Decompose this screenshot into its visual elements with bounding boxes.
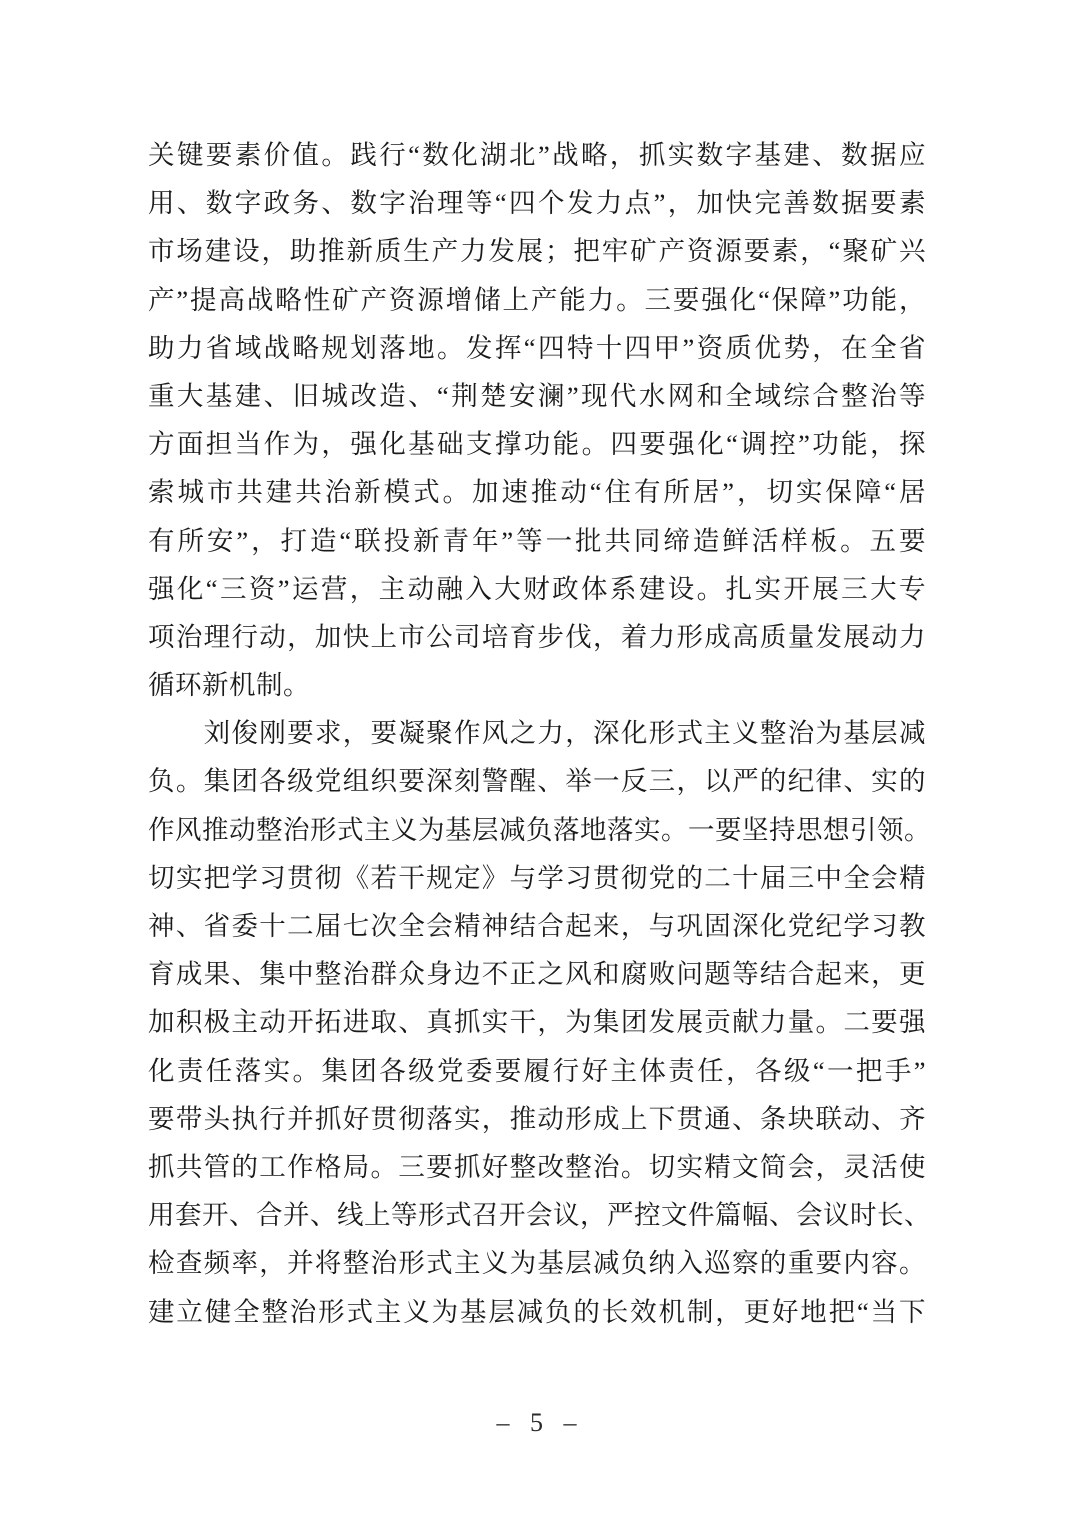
text-line: 用套开、合并、线上等形式召开会议，严控文件篇幅、会议时长、 — [148, 1200, 931, 1231]
text-line: 索城市共建共治新模式。加速推动“住有所居”，切实保障“居 — [148, 477, 926, 508]
paragraph — [148, 709, 931, 1335]
text-line: 强化“三资”运营，主动融入大财政体系建设。扎实开展三大专 — [148, 573, 926, 604]
text-line: 育成果、集中整治群众身边不正之风和腐败问题等结合起来，更 — [148, 959, 926, 990]
paragraph — [148, 131, 926, 709]
text-line: 有所安”，打造“联投新青年”等一批共同缔造鲜活样板。五要 — [148, 525, 926, 556]
text-line: 负。集团各级党组织要深刻警醒、举一反三，以严的纪律、实的 — [148, 766, 926, 797]
text-line: 切实把学习贯彻《若干规定》与学习贯彻党的二十届三中全会精 — [148, 862, 926, 893]
text-line: 要带头执行并抓好贯彻落实，推动形成上下贯通、条块联动、齐 — [148, 1103, 926, 1134]
text-line: 神、省委十二届七次全会精神结合起来，与巩固深化党纪学习教 — [148, 911, 926, 941]
text-line: 市场建设，助推新质生产力发展；把牢矿产资源要素，“聚矿兴 — [148, 236, 926, 267]
text-line: 用、数字政务、数字治理等“四个发力点”，加快完善数据要素 — [148, 188, 926, 219]
text-line: 检查频率，并将整治形式主义为基层减负纳入巡察的重要内容。 — [148, 1248, 926, 1279]
text-line: 重大基建、旧城改造、“荆楚安澜”现代水网和全域综合整治等 — [148, 380, 926, 411]
document-body — [148, 131, 931, 1336]
page-number: – 5 – — [496, 1408, 578, 1437]
text-line: 产”提高战略性矿产资源增储上产能力。三要强化“保障”功能， — [148, 284, 926, 315]
text-line: 抓共管的工作格局。三要抓好整改整治。切实精文简会，灵活使 — [148, 1151, 926, 1182]
text-line: 项治理行动，加快上市公司培育步伐，着力形成高质量发展动力 — [148, 621, 926, 652]
text-line: 循环新机制。 — [148, 670, 310, 701]
text-line: 刘俊刚要求，要凝聚作风之力，深化形式主义整治为基层减 — [148, 718, 926, 749]
text-line: 关键要素价值。践行“数化湖北”战略，抓实数字基建、数据应 — [148, 140, 926, 170]
text-line: 方面担当作为，强化基础支撑功能。四要强化“调控”功能，探 — [148, 429, 926, 460]
text-line: 加积极主动开拓进取、真抓实干，为集团发展贡献力量。二要强 — [148, 1007, 926, 1038]
text-line: 助力省域战略规划落地。发挥“四特十四甲”资质优势，在全省 — [148, 332, 926, 363]
text-line: 化责任落实。集团各级党委要履行好主体责任，各级“一把手” — [148, 1055, 926, 1086]
text-line: 作风推动整治形式主义为基层减负落地落实。一要坚持思想引领。 — [148, 814, 931, 845]
text-line: 建立健全整治形式主义为基层减负的长效机制，更好地把“当下 — [148, 1296, 926, 1327]
